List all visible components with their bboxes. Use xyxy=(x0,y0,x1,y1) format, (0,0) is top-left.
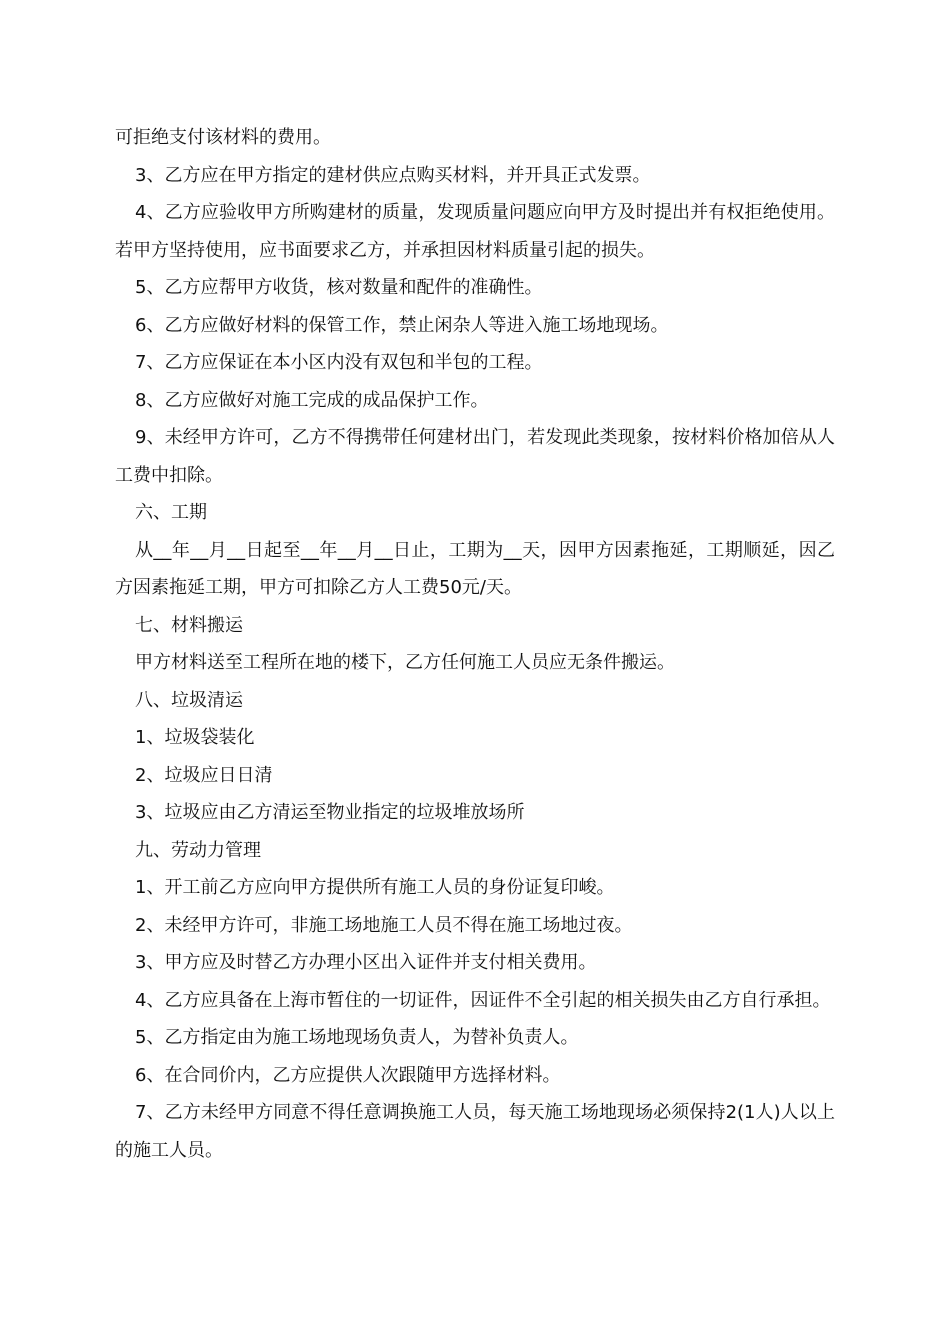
paragraph: 3、垃圾应由乙方清运至物业指定的垃圾堆放场所 xyxy=(135,802,525,823)
paragraph: 七、材料搬运 xyxy=(135,614,243,636)
paragraph: 1、垃圾袋装化 xyxy=(135,727,255,748)
paragraph: 6、乙方应做好材料的保管工作，禁止闲杂人等进入施工场地现场。 xyxy=(135,314,669,336)
paragraph: 3、乙方应在甲方指定的建材供应点购买材料，并开具正式发票。 xyxy=(135,164,651,186)
paragraph: 1、开工前乙方应向甲方提供所有施工人员的身份证复印峻。 xyxy=(135,877,615,898)
paragraph: 9、未经甲方许可，乙方不得携带任何建材出门，若发现此类现象，按材料价格加倍从人工费中扣除。 xyxy=(115,427,835,486)
paragraph: 7、乙方未经甲方同意不得任意调换施工人员，每天施工场地现场必须保持2(1人)人以上的施工人员。 xyxy=(115,1102,835,1161)
paragraph: 4、乙方应验收甲方所购建材的质量，发现质量问题应向甲方及时提出并有权拒绝使用。若甲方坚持使用，应书面要求乙方，并承担因材料质量引起的损失。 xyxy=(115,202,835,261)
paragraph: 5、乙方指定由为施工场地现场负责人，为替补负责人。 xyxy=(135,1027,579,1048)
paragraph: 六、工期 xyxy=(135,502,207,523)
paragraph: 可拒绝支付该材料的费用。 xyxy=(115,127,331,148)
paragraph: 7、乙方应保证在本小区内没有双包和半包的工程。 xyxy=(135,352,543,373)
paragraph: 八、垃圾清运 xyxy=(135,689,243,711)
paragraph: 4、乙方应具备在上海市暂住的一切证件，因证件不全引起的相关损失由乙方自行承担。 xyxy=(135,989,831,1011)
paragraph: 甲方材料送至工程所在地的楼下，乙方任何施工人员应无条件搬运。 xyxy=(135,652,675,673)
paragraph: 3、甲方应及时替乙方办理小区出入证件并支付相关费用。 xyxy=(135,952,597,973)
paragraph: 从__年__月__日起至__年__月__日止，工期为__天，因甲方因素拖延，工期顺延，因乙方因素拖延工期，甲方可扣除乙方人工费50元/天。 xyxy=(115,539,835,598)
paragraph: 6、在合同价内，乙方应提供人次跟随甲方选择材料。 xyxy=(135,1064,561,1086)
paragraph: 2、垃圾应日日清 xyxy=(135,764,273,786)
paragraph: 8、乙方应做好对施工完成的成品保护工作。 xyxy=(135,389,489,411)
paragraph: 2、未经甲方许可，非施工场地施工人员不得在施工场地过夜。 xyxy=(135,914,633,936)
document-body xyxy=(115,119,835,1169)
paragraph: 5、乙方应帮甲方收货，核对数量和配件的准确性。 xyxy=(135,277,543,298)
paragraph: 九、劳动力管理 xyxy=(135,839,261,861)
